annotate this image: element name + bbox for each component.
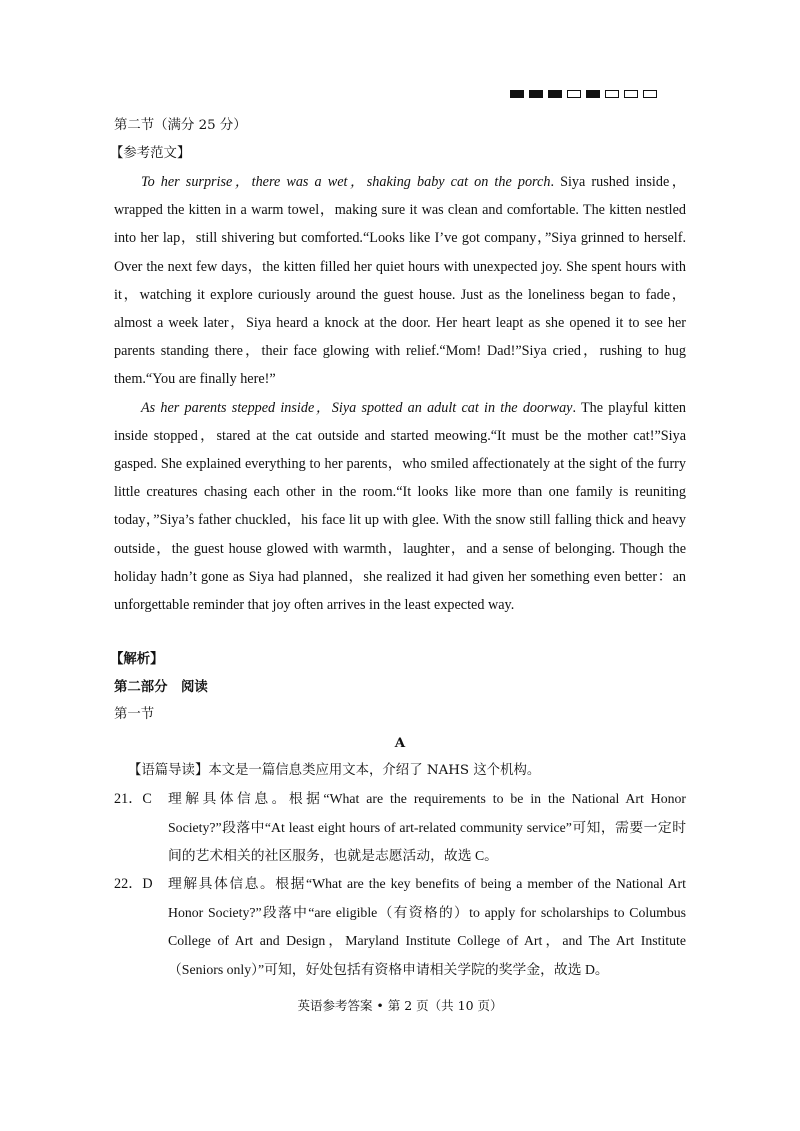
page-indicator-marks [510,90,657,98]
filled-square-mark [548,90,562,98]
paragraph-2-body: . The playful kitten inside stopped，stared at the cat outside and started meowing.“It must be the mother cat!”Siya gasped. She explained everything to her parents，who smiled affectionately at the sight of the furry little creatures chasing each other in the room.“It looks like more than one family is reuniting today，”Siya’s father chuckled，his face lit up with glee. With the snow still falling thick and heavy outside，the guest house glowed with warmth，laughter，and a sense of belonging. Though the holiday hadn’t gone as Siya had planned，she realized it had given her something even better：an unforgettable reminder that joy often arrives in the least expected way. [114,399,686,614]
essay-paragraph-2 [114,394,686,620]
empty-square-mark [624,90,638,98]
subsection-title: 第一节 [114,707,155,723]
answer-number: 22．D [114,876,153,893]
answer-explanation: 理解具体信息。根据“What are the requirements to be in the National Art Honor Society?”段落中“At least eight hours of art-related community service”可知，需要一定时间的艺术相关的社区服务，也就是志愿活动，故选 C。 [168,791,686,864]
sample-essay [114,168,686,619]
empty-square-mark [567,90,581,98]
filled-square-mark [586,90,600,98]
empty-square-mark [605,90,619,98]
section-title: 第二节（满分 25 分） [114,118,247,133]
main-content [110,112,686,984]
analysis-label: 【解析】 [110,651,164,668]
filled-square-mark [529,90,543,98]
filled-square-mark [510,90,524,98]
answer-number: 21．C [114,791,152,808]
paragraph-2-lead: As her parents stepped inside，Siya spotted an adult cat in the doorway [141,399,573,416]
page-footer: 英语参考答案 • 第 2 页（共 10 页） [297,998,503,1013]
answer-item-21 [114,785,686,870]
paragraph-1-lead: To her surprise，there was a wet，shaking baby cat on the porch [141,174,551,190]
passage-letter: A [394,735,406,752]
answer-explanation: 理解具体信息。根据“What are the key benefits of being a member of the National Art Honor Society?”段落中“are eligible（有资格的）to apply for scholarships to Columbus College of Art and Design，Maryland Institute College of Art，and The Art Institute（Seniors only）”可知，好处包括有资格申请相关学院的奖学金，故选 D。 [168,876,686,977]
part-title: 第二部分 阅读 [114,679,208,696]
paragraph-1-body: . Siya rushed inside，wrapped the kitten in a warm towel，making sure it was clean and comfortable. The kitten nestled into her lap，still shivering but comforted.“Looks like I’ve got company，”Siya grinned to herself. Over the next few days，the kitten filled her quiet hours with unexpected joy. She spent hours with it，watching it explore curiously around the guest house. Just as the loneliness began to fade，almost a week later，Siya heard a knock at the door. Her heart leapt as she opened it to see her parents standing there，their face glowing with relief.“Mom! Dad!”Siya cried，rushing to hug them.“You are finally here!” [114,174,686,388]
essay-paragraph-1 [114,168,686,394]
sample-essay-label: 【参考范文】 [110,146,191,161]
empty-square-mark [643,90,657,98]
answer-item-22 [114,870,686,984]
passage-intro: 【语篇导读】本文是一篇信息类应用文本，介绍了 NAHS 这个机构。 [128,763,541,779]
